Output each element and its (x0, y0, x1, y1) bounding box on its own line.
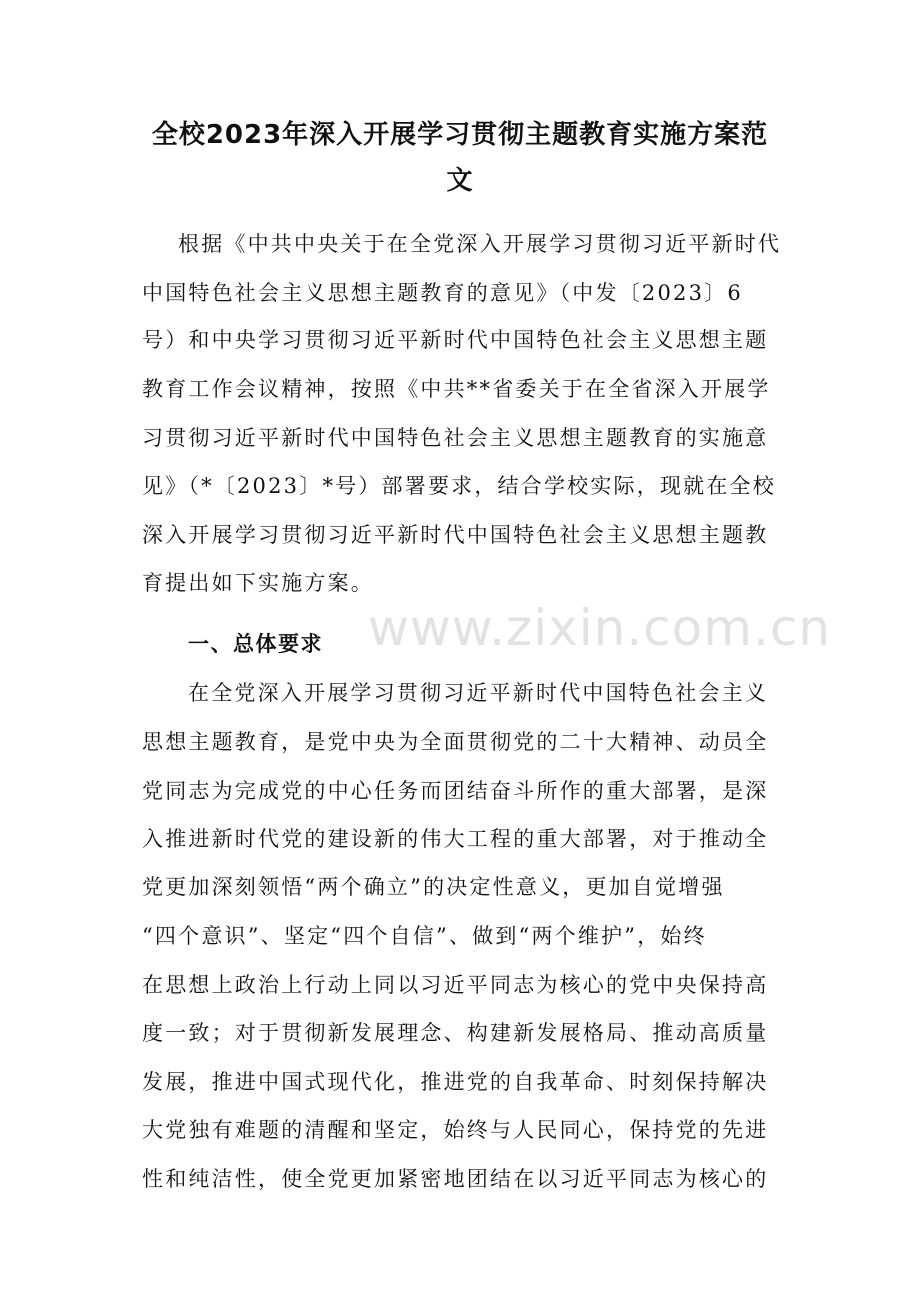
paragraph1-line-4: 教育工作会议精神，按照《中共**省委关于在全省深入开展学 (142, 377, 771, 401)
paragraph2-line-6: “四个意识”、坚定“四个自信”、做到“两个维护”，始终 (142, 924, 707, 948)
paragraph1-line-8: 育提出如下实施方案。 (142, 571, 374, 595)
paragraph1-line-6: 见》（*〔2023〕*号）部署要求，结合学校实际，现就在全校 (142, 474, 776, 498)
paragraph2-line-7: 在思想上政治上行动上同以习近平同志为核心的党中央保持高 (142, 973, 769, 997)
section-heading: 一、总体要求 (188, 632, 323, 656)
paragraph2-line-2: 思想主题教育，是党中央为全面贯彻党的二十大精神、动员全 (142, 730, 769, 754)
paragraph1-line-7: 深入开展学习贯彻习近平新时代中国特色社会主义思想主题教 (142, 523, 769, 547)
paragraph1-line-2: 中国特色社会主义思想主题教育的意见》（中发〔2023〕6 (142, 281, 743, 305)
paragraph1-line-3: 号）和中央学习贯彻习近平新时代中国特色社会主义思想主题 (142, 328, 769, 352)
paragraph2-line-5: 党更加深刻领悟“两个确立”的决定性意义，更加自觉增强 (142, 875, 725, 899)
paragraph2-line-4: 入推进新时代党的建设新的伟大工程的重大部署，对于推动全 (142, 827, 769, 851)
paragraph2-line-3: 党同志为完成党的中心任务而团结奋斗所作的重大部署，是深 (142, 779, 769, 803)
document-title: 全校2023年深入开展学习贯彻主题教育实施方案范文 (151, 120, 769, 196)
paragraph2-line-9: 发展，推进中国式现代化，推进党的自我革命、时刻保持解决 (142, 1070, 769, 1094)
paragraph2-line-8: 度一致；对于贯彻新发展理念、构建新发展格局、推动高质量 (142, 1021, 769, 1045)
paragraph1-line-1: 根据《中共中央关于在全党深入开展学习贯彻习近平新时代 (178, 232, 782, 256)
watermark-text: www.zixin.com.cn (368, 599, 832, 657)
paragraph2-line-1: 在全党深入开展学习贯彻习近平新时代中国特色社会主义 (188, 681, 768, 705)
paragraph2-line-10: 大党独有难题的清醒和坚定，始终与人民同心，保持党的先进 (142, 1118, 769, 1142)
paragraph2-line-11: 性和纯洁性，使全党更加紧密地团结在以习近平同志为核心的 (142, 1167, 769, 1191)
paragraph1-line-5: 习贯彻习近平新时代中国特色社会主义思想主题教育的实施意 (142, 426, 769, 450)
